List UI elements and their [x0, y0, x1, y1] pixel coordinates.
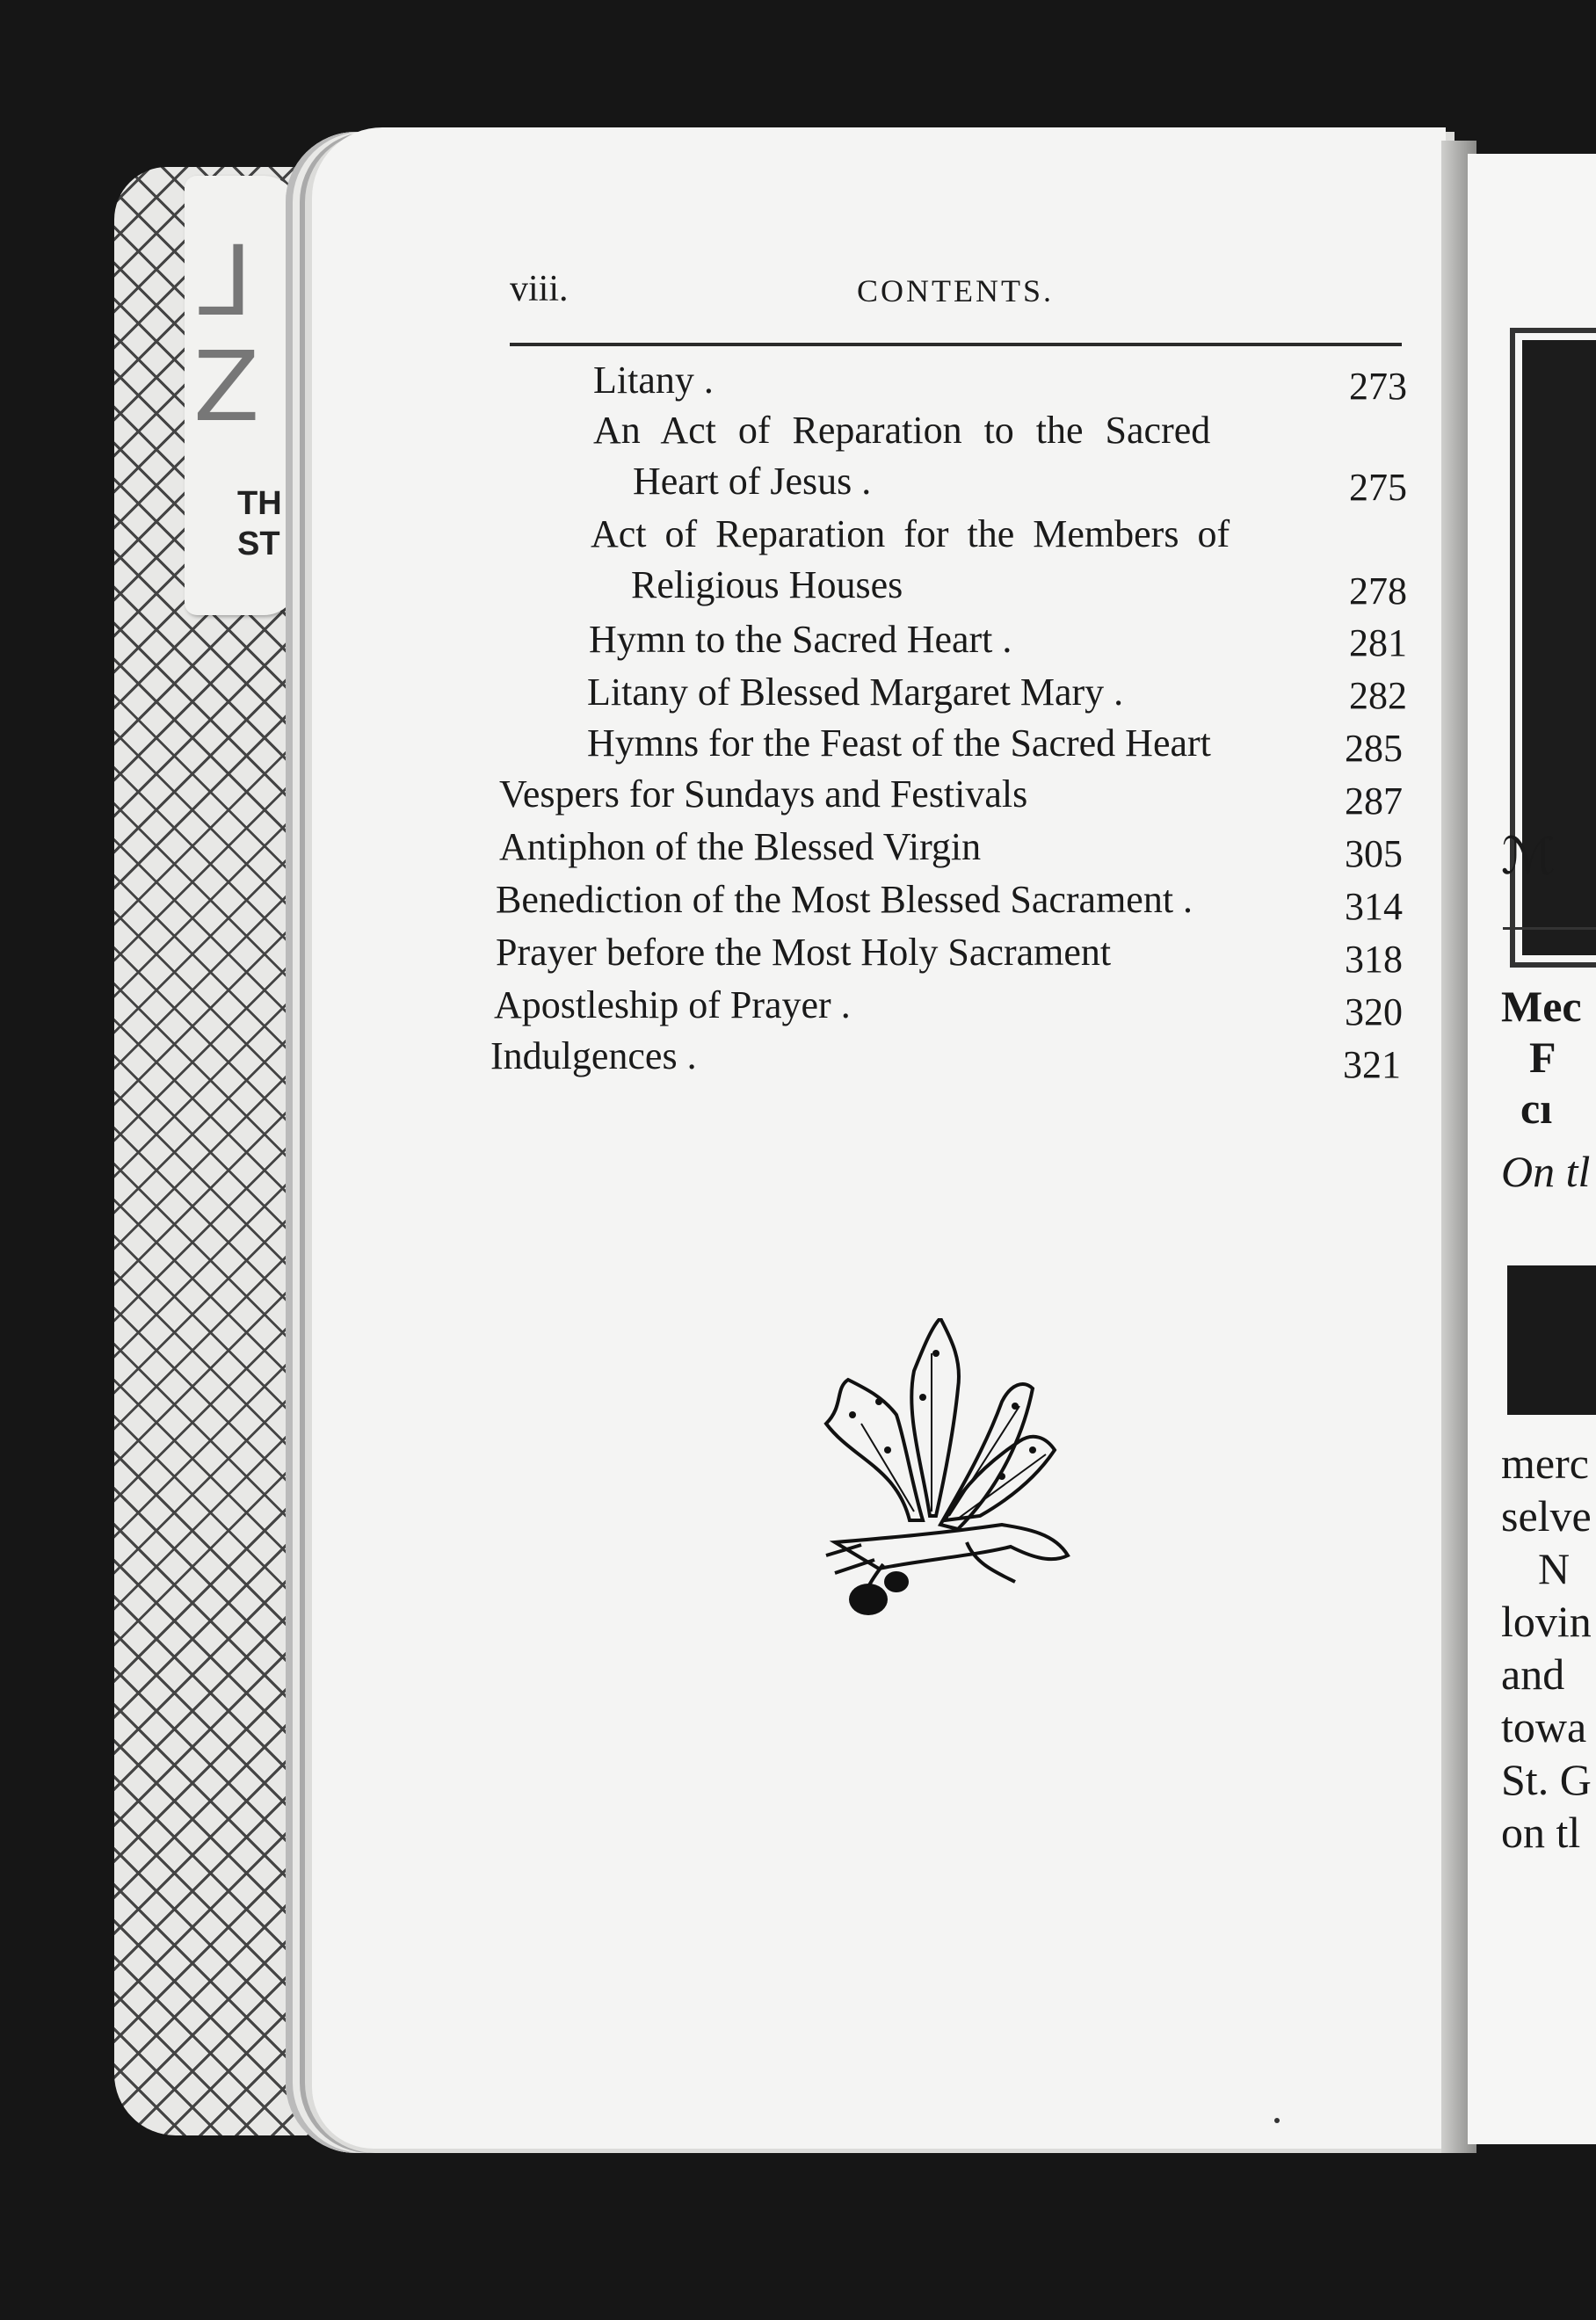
toc-entry-page: 305	[1345, 832, 1403, 875]
facing-line: towa	[1501, 1702, 1587, 1751]
facing-line: cı	[1520, 1084, 1553, 1133]
toc-entry-title: Heart of Jesus .	[633, 460, 872, 503]
facing-line: Mec	[1501, 982, 1582, 1031]
spine-label-line-2: ST	[237, 526, 280, 562]
toc-entry-title: Act of Reparation for the Members of	[591, 512, 1230, 555]
facing-line: On tl	[1501, 1147, 1591, 1196]
toc-entry-title: Litany .	[593, 359, 714, 402]
facing-line: lovin	[1501, 1597, 1592, 1646]
toc-entry-title: An Act of Reparation to the Sacred	[593, 409, 1211, 452]
toc-entry-title: Hymn to the Sacred Heart .	[589, 618, 1012, 661]
oak-leaf-acorn-ornament-icon	[800, 1318, 1072, 1617]
drop-cap-icon	[1507, 1265, 1596, 1415]
toc-entry-title: Hymns for the Feast of the Sacred Heart	[587, 721, 1211, 765]
toc-entry-page: 282	[1349, 674, 1407, 717]
facing-heading-fragment: ℳ	[1501, 828, 1556, 885]
spine-label-text	[237, 483, 282, 564]
facing-line: on tl	[1501, 1808, 1581, 1857]
facing-line: F	[1529, 1033, 1556, 1082]
spine-label-line-1: TH	[237, 485, 282, 522]
toc-entry-title: Antiphon of the Blessed Virgin	[499, 825, 982, 868]
facing-rule	[1503, 927, 1596, 930]
toc-entry-page: 314	[1345, 885, 1403, 928]
toc-entry-title: Vespers for Sundays and Festivals	[499, 772, 1028, 816]
toc-entry-page: 275	[1349, 466, 1407, 509]
page-header	[510, 268, 1406, 321]
header-rule	[510, 343, 1402, 346]
facing-line: St. G	[1501, 1755, 1592, 1804]
toc-entry-title: Apostleship of Prayer .	[494, 983, 851, 1026]
toc-entry-title: Prayer before the Most Holy Sacrament	[496, 931, 1112, 974]
facing-line: N	[1538, 1544, 1571, 1593]
ink-speck	[1274, 2118, 1280, 2123]
toc-entry-title: Benediction of the Most Blessed Sacrament .	[496, 878, 1193, 921]
toc-entry-title: Religious Houses	[631, 563, 903, 606]
page-number: viii.	[510, 269, 569, 309]
toc-entry-page: 321	[1343, 1043, 1401, 1086]
toc-entry-title: Litany of Blessed Margaret Mary .	[587, 671, 1124, 714]
toc-entry-page: 285	[1345, 727, 1403, 770]
toc-entry-page: 318	[1345, 938, 1403, 981]
toc-entry-page: 320	[1345, 990, 1403, 1033]
running-title: CONTENTS.	[857, 273, 1054, 308]
handwritten-mark: ᒧ Z	[193, 225, 260, 443]
facing-line: merc	[1501, 1439, 1589, 1488]
toc-entry-title: Indulgences .	[490, 1034, 697, 1077]
toc-entry-page: 278	[1349, 569, 1407, 613]
facing-line: selve	[1501, 1491, 1592, 1541]
facing-line: and	[1501, 1649, 1565, 1699]
toc-entry-page: 287	[1345, 779, 1403, 823]
facing-page	[1468, 154, 1596, 2144]
toc-entry-page: 281	[1349, 621, 1407, 664]
toc-entry-page: 273	[1349, 365, 1407, 408]
